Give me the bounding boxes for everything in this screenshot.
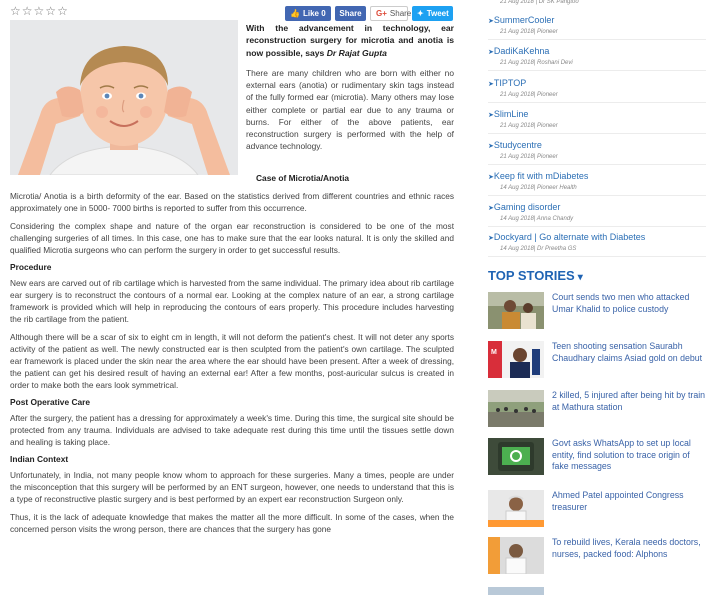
sidebar-item-title[interactable]: TIPTOP [493, 78, 527, 88]
top-story-item[interactable] [488, 438, 706, 478]
sidebar-item-summercooler[interactable] [488, 15, 706, 36]
sidebar-item-meta: 21 Aug 2018| Roshani Devi [500, 60, 573, 66]
sidebar-item-title[interactable]: Keep fit with mDiabetes [493, 171, 589, 181]
lead-text: With the advancement in technology, ear reconstruction surgery for microtia and anotia is now possible, says [246, 23, 454, 58]
star-icon[interactable]: ☆ [10, 4, 21, 18]
thumbs-up-icon: 👍 [290, 9, 300, 18]
story-thumbnail[interactable] [488, 490, 544, 527]
sidebar-item-meta: 21 Aug 2018| Pioneer [500, 154, 558, 160]
sidebar-item-meta: 21 Aug 2018| Pioneer [500, 123, 558, 129]
sidebar-item-title[interactable]: Dockyard | Go alternate with Diabetes [493, 232, 646, 242]
sidebar-item-keep-fit[interactable] [488, 171, 706, 192]
article-column [10, 0, 454, 595]
twitter-bird-icon: ✦ [417, 9, 424, 18]
section-heading-indian-context: Indian Context [10, 454, 69, 464]
star-icon[interactable]: ☆ [57, 4, 68, 18]
sidebar-item-tiptop[interactable] [488, 78, 706, 99]
sidebar-item-title[interactable]: Studycentre [493, 140, 542, 150]
right-sidebar [488, 0, 706, 595]
bullet-arrow-icon: ➤ [488, 143, 494, 150]
story-title[interactable]: Ahmed Patel appointed Congress treasurer [552, 490, 684, 512]
intro-paragraph: There are many children who are born with either no external ears (anotia) or rudimentary skin tags instead of the fully formed ear (microtia). Many others may lose either complete or partial ear due to any trauma or burns. For either of the above patients, ear reconstruction surgery is performed with the help of advance technology. [246, 68, 454, 151]
sidebar-item-dockyard[interactable] [488, 232, 706, 253]
sidebar-item-title[interactable]: SummerCooler [493, 15, 555, 25]
top-story-item[interactable] [488, 341, 706, 381]
story-title[interactable]: Teen shooting sensation Saurabh Chaudhary claims Asiad gold on debut [552, 341, 703, 363]
section-heading-case: Case of Microtia/Anotia [256, 173, 350, 183]
story-thumbnail[interactable] [488, 390, 544, 427]
item-meta: 21 Aug 2018 | Dr SK Pangtoo [500, 0, 579, 5]
story-thumbnail[interactable] [488, 292, 544, 329]
paragraph: Unfortunately, in India, not many people know whom to approach for these surgeries. Many a times, people are under the misconception that this surgery will be performed by an ENT surgeon, however, one needs to understand that this is a type of reconstructive plastic surgery and is best performed by an expert ear reconstruction Surgeon only. [10, 470, 454, 504]
bullet-arrow-icon: ➤ [488, 235, 494, 242]
sidebar-item-meta: 14 Aug 2018| Pioneer Health [500, 185, 577, 191]
sidebar-item-meta: 14 Aug 2018| Anna Chandy [500, 216, 574, 222]
story-title[interactable]: To rebuild lives, Kerala needs doctors, nurses, packed food: Alphons [552, 537, 701, 559]
alphons-thumbnail [488, 537, 544, 574]
article-intro [246, 22, 454, 152]
top-story-item[interactable] [488, 390, 706, 430]
star-icon[interactable]: ☆ [33, 4, 45, 18]
bullet-arrow-icon: ➤ [488, 205, 494, 212]
sidebar-item-meta: 21 Aug 2018| Pioneer [500, 29, 558, 35]
paragraph: After the surgery, the patient has a dressing for approximately a week's time. During this time, the surgical site should be protected from any trauma. Individuals are advised to take adequate rest during this time until the tissues settle down and healing is taking place. [10, 413, 454, 447]
ahmed-patel-thumbnail [488, 490, 544, 527]
paragraph: Although there will be a scar of six to eight cm in length, it will not deform the patient's chest. It will not deter any sports activity of the patient as well. The newly constructed ear is then sculpted from the patient's own cartilage. The sculpted ear framework is placed under the skin near the area where the ear should have been present. After a week of dressing, the patient can get his desired result of having an external ear! After a few months, post-auricular sulcus is created in order to make both the ears look symmetrical. [10, 332, 454, 390]
train-accident-thumbnail [488, 390, 544, 427]
tweet-label: Tweet [426, 9, 449, 18]
bullet-arrow-icon: ➤ [488, 174, 494, 181]
child-covering-ears-illustration [10, 20, 238, 175]
bullet-arrow-icon: ➤ [488, 49, 494, 56]
story-thumbnail[interactable] [488, 587, 544, 595]
sidebar-item-meta: 14 Aug 2018| Dr Preetha GS [500, 246, 577, 252]
story-thumbnail[interactable] [488, 341, 544, 378]
svg-text:M: M [491, 349, 497, 356]
facebook-share-button[interactable] [335, 6, 366, 21]
whatsapp-thumbnail [488, 438, 544, 475]
section-heading-post-op: Post Operative Care [10, 397, 91, 407]
sidebar-item-title[interactable]: Gaming disorder [493, 202, 561, 212]
sidebar-item-studycentre[interactable] [488, 140, 706, 161]
star-icon[interactable]: ☆ [45, 4, 57, 18]
sidebar-item-meta: 21 Aug 2018| Pioneer [500, 92, 558, 98]
bullet-arrow-icon: ➤ [488, 81, 494, 88]
saurabh-chaudhary-thumbnail [488, 341, 544, 378]
story-thumbnail[interactable] [488, 537, 544, 574]
bullet-arrow-icon: ➤ [488, 18, 494, 25]
paragraph: New ears are carved out of rib cartilage which is harvested from the same individual. The primary idea about rib cartilage ear surgery is to reconstruct the contours of a normal ear. Looking at the complex nature of an ear, a strong cartilage framework is provided which will help in reproducing the contours of ears properly. This procedure includes harvesting the rib cartilage from the patient. [10, 278, 454, 324]
bullet-arrow-icon: ➤ [488, 112, 494, 119]
share-label: Share [339, 9, 362, 18]
story-title[interactable]: 2 killed, 5 injured after being hit by train at Mathura station [552, 390, 706, 412]
chevron-down-icon[interactable]: ▾ [577, 272, 583, 283]
article-body [10, 190, 454, 541]
google-plus-icon: G+ [376, 9, 387, 18]
section-heading-procedure: Procedure [10, 262, 52, 272]
story-title[interactable]: Govt asks WhatsApp to set up local entity, find solution to trace origin of fake messages [552, 438, 691, 471]
article-lead [246, 22, 454, 59]
author-name: Dr Rajat Gupta [326, 47, 387, 58]
top-story-item[interactable] [488, 490, 706, 530]
paragraph: Thus, it is the lack of adequate knowledge that makes the matter all the more difficult. In some of the cases, when the concerned person visits the wrong person, there are chances that the surgery has gone [10, 512, 454, 534]
facebook-like-button[interactable] [285, 6, 331, 21]
google-plus-share-button[interactable] [370, 6, 412, 21]
sidebar-item-title[interactable]: SlimLine [493, 109, 529, 119]
story-thumbnail[interactable] [488, 438, 544, 475]
sidebar-item-gaming-disorder[interactable] [488, 202, 706, 223]
top-stories-heading[interactable] [488, 268, 583, 283]
top-stories-label[interactable]: TOP STORIES [488, 268, 575, 283]
like-label: Like 0 [302, 9, 326, 18]
story-title[interactable]: Court sends two men who attacked Umar Khalid to police custody [552, 292, 690, 314]
top-story-item[interactable] [488, 587, 706, 595]
star-icon[interactable]: ☆ [21, 4, 33, 18]
top-story-item[interactable] [488, 292, 706, 332]
sidebar-item-title[interactable]: DadiKaKehna [493, 46, 550, 56]
gplus-share-label: Share [389, 9, 412, 18]
sidebar-item-dadikakehna[interactable] [488, 46, 706, 67]
umar-khalid-thumbnail [488, 292, 544, 329]
paragraph: Microtia/ Anotia is a birth deformity of the ear. Based on the statistics derived from different countries and ethnic races approximately one in 5000- 7000 births is reported to suffer from this occurrence. [10, 191, 454, 213]
paragraph: Considering the complex shape and nature of the organ ear reconstruction is considered to be one of the most challenging surgeries of all times. In this case, one has to make sure that the ear looks natural. It is only the skilled and qualified Microtia surgeons who can perform the surgery in order to get successful results. [10, 221, 454, 255]
sidebar-item-slimline[interactable] [488, 109, 706, 130]
share-buttons [285, 6, 453, 21]
rating-stars[interactable] [10, 5, 68, 17]
top-story-item[interactable] [488, 537, 706, 577]
article-hero-image [10, 20, 238, 175]
twitter-tweet-button[interactable] [412, 6, 453, 21]
